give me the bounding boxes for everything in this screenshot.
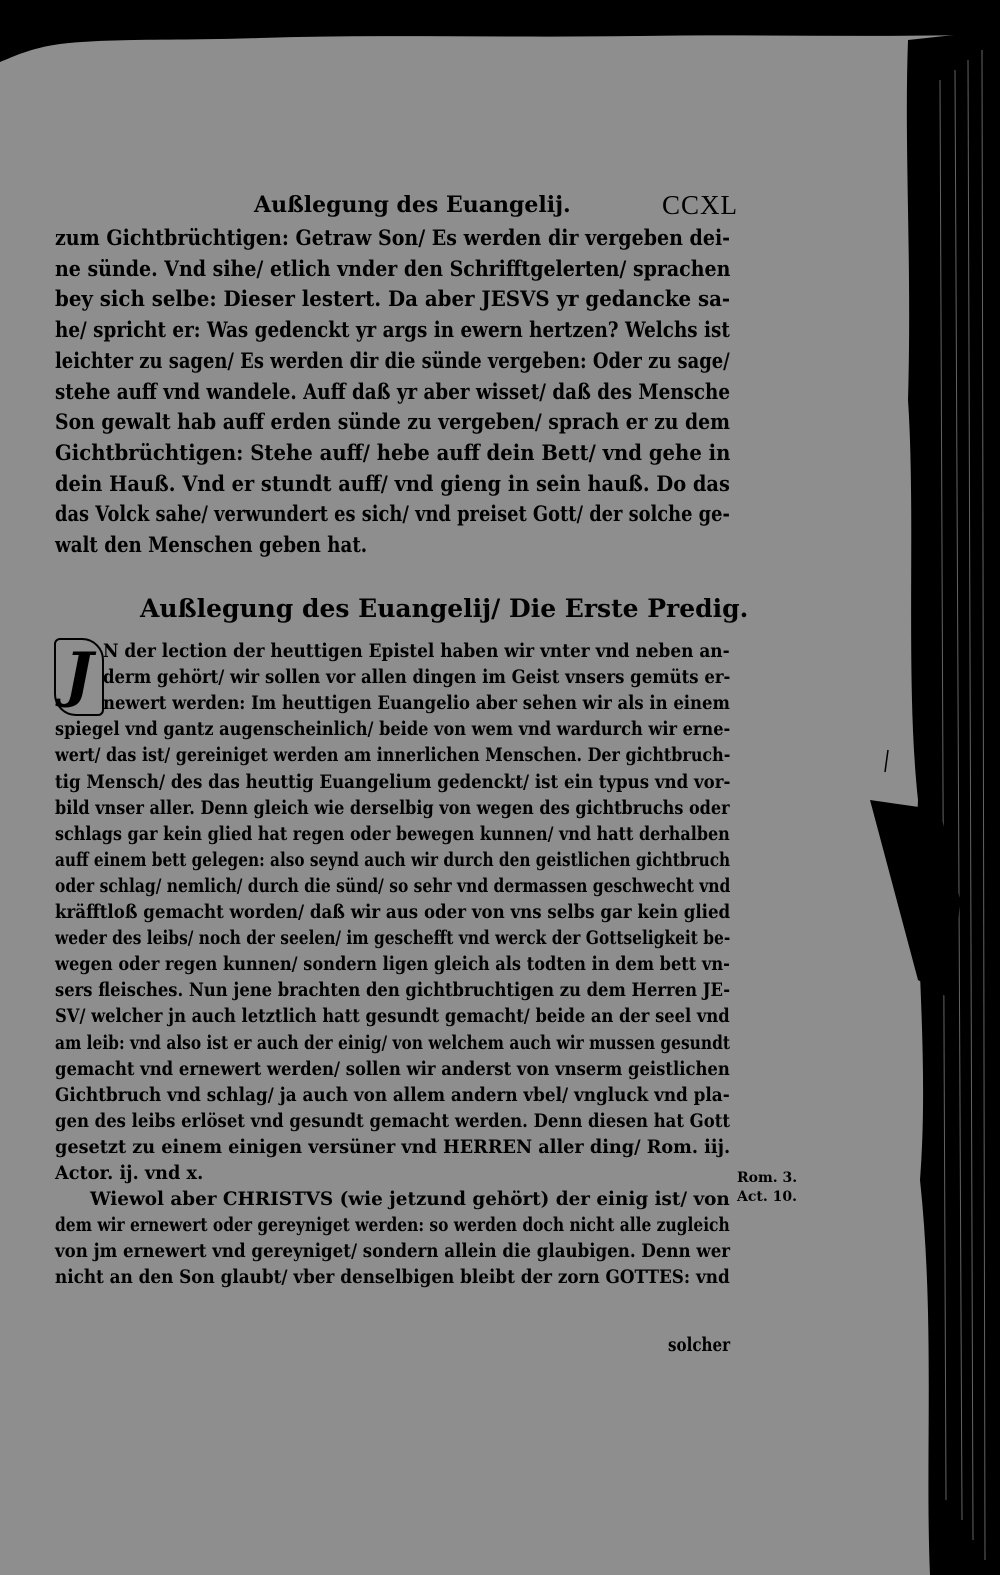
sermon-line: bild vnser aller. Denn gleich wie derselbig von wegen des gichtbruchs oder (55, 796, 730, 819)
running-title: Außlegung des Euangelij. (254, 192, 571, 218)
sermon-line: gesetzt zu einem einigen versüner vnd HERREN aller ding/ Rom. iij. (55, 1135, 731, 1158)
marginal-note: Act. 10. (737, 1189, 797, 1205)
margin-pencil-mark (885, 750, 888, 772)
sermon-line: nicht an den Son glaubt/ vber denselbigen bleibt der zorn GOTTES: vnd (55, 1266, 730, 1289)
gospel-line: Son gewalt hab auff erden sünde zu vergeben/ sprach er zu dem (55, 410, 730, 436)
sermon-line: wert/ das ist/ gereiniget werden am innerlichen Menschen. Der gichtbruch- (55, 744, 731, 767)
gospel-line: zum Gichtbrüchtigen: Getraw Son/ Es werden dir vergeben dei- (55, 226, 731, 251)
sermon-line: newert werden: Im heuttigen Euangelio aber sehen wir als in einem (103, 692, 730, 715)
gospel-line: das Volck sahe/ verwundert es sich/ vnd preiset Gott/ der solche ge- (55, 502, 730, 528)
sermon-line: Gichtbruch vnd schlag/ ja auch von allem andern vbel/ vngluck vnd pla- (55, 1083, 730, 1106)
sermon-line: gemacht vnd ernewert werden/ sollen wir anderst von vnserm geistlichen (55, 1057, 730, 1080)
sermon-line: SV/ welcher jn auch letztlich hatt gesundt gemacht/ beide an der seel vnd (55, 1005, 730, 1028)
decorated-initial: J (54, 638, 104, 716)
sermon-line: wegen oder regen kunnen/ sondern ligen gleich als todten in dem bett vn- (55, 953, 730, 976)
sermon-line: schlags gar kein glied hat regen oder bewegen kunnen/ vnd hatt derhalben (55, 822, 730, 845)
sermon-line: am leib: vnd also ist er auch der einig/ von welchem auch wir mussen gesundt (55, 1031, 730, 1054)
gospel-line: stehe auff vnd wandele. Auff daß yr aber wisset/ daß des Mensche (55, 379, 730, 405)
sermon-line: spiegel vnd gantz augenscheinlich/ beide von wem vnd wardurch wir erne- (55, 718, 731, 741)
right-page-edge (907, 30, 1000, 1575)
sermon-line: tig Mensch/ des das heuttig Euangelium gedenckt/ ist ein typus vnd vor- (55, 770, 731, 793)
gospel-line: dein Hauß. Vnd er stundt auff/ vnd gieng in sein hauß. Do das (55, 471, 730, 497)
sermon-heading: Außlegung des Euangelij/ Die Erste Predig. (140, 594, 749, 623)
gospel-line: walt den Menschen geben hat. (55, 533, 368, 558)
gospel-line: Gichtbrüchtigen: Stehe auff/ hebe auff dein Bett/ vnd gehe in (55, 440, 731, 466)
sermon-line: sers fleisches. Nun jene brachten den gichtbruchtigen zu dem Herren JE- (55, 979, 731, 1002)
sermon-line: gen des leibs erlöset vnd gesundt gemacht werden. Denn diesen hat Gott (55, 1109, 730, 1132)
gospel-line: bey sich selbe: Dieser lestert. Da aber JESVS yr gedancke sa- (55, 287, 731, 313)
gospel-line: leichter zu sagen/ Es werden dir die sünde vergeben: Oder zu sage/ (55, 348, 730, 374)
sermon-line: Actor. ij. vnd x. (55, 1162, 204, 1184)
sermon-line: Wiewol aber CHRISTVS (wie jetzund gehört) der einig ist/ von (90, 1188, 730, 1211)
gospel-line: ne sünde. Vnd sihe/ etlich vnder den Schrifftgelerten/ sprachen (55, 256, 731, 282)
folio-number: CCXL (661, 190, 738, 220)
sermon-line: derm gehört/ wir sollen vor allen dingen im Geist vnsers gemüts er- (103, 666, 731, 689)
page-edge-striations (940, 50, 985, 1560)
bookmark-tab (870, 800, 960, 1000)
sermon-line: weder des leibs/ noch der seelen/ im geschefft vnd werck der Gottseligkeit be- (55, 927, 731, 950)
sermon-line: N der lection der heuttigen Epistel haben wir vnter vnd neben an- (103, 640, 730, 662)
top-dark-band (0, 0, 1000, 62)
sermon-line: kräfftloß gemacht worden/ daß wir aus oder von vns selbs gar kein glied (55, 901, 731, 923)
sermon-line: oder schlag/ nemlich/ durch die sünd/ so sehr vnd dermassen geschwecht vnd (55, 874, 731, 897)
sermon-line: von jm ernewert vnd gereyniget/ sondern allein die glaubigen. Denn wer (55, 1240, 731, 1263)
sermon-line: auff einem bett gelegen: also seynd auch wir durch den geistlichen gichtbruch (55, 848, 731, 871)
catchword: solcher (668, 1334, 731, 1356)
marginal-note: Rom. 3. (737, 1170, 798, 1186)
sermon-line: dem wir ernewert oder gereyniget werden: so werden doch nicht alle zugleich (55, 1214, 730, 1237)
gospel-line: he/ spricht er: Was gedenckt yr args in ewern hertzen? Welchs ist (55, 318, 730, 344)
running-head (58, 190, 738, 222)
